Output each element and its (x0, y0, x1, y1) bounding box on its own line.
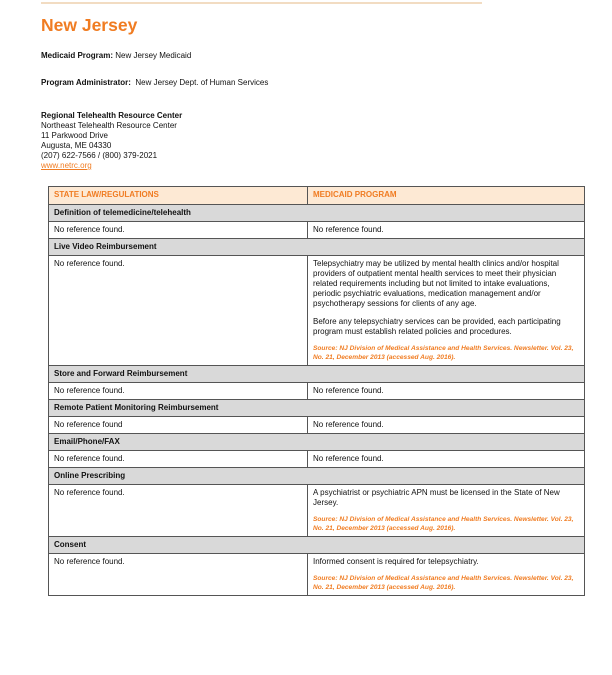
source-citation: Source: NJ Division of Medical Assistance and Health Services. Newsletter. Vol. 23, No. 21, December 2013 (accessed Aug. 2016). (313, 516, 574, 532)
medicaid-paragraph: Before any telepsychiatry services can be provided, each participating program must establish related policies and procedures. (313, 317, 561, 336)
category-row (49, 366, 585, 383)
category-row (49, 537, 585, 554)
program-administrator-line (41, 78, 268, 88)
medicaid-paragraph: Telepsychiatry may be utilized by mental health clinics and/or hospital providers of outpatient mental health services to meet their physician related requirements including but not limited to intake evaluations, periodic psychiatric evaluations, medication management and/or psychotherapy sessions for clients of any age. (313, 259, 559, 308)
program-administrator-label: Program Administrator: (41, 78, 131, 87)
medicaid-cell (308, 451, 585, 468)
page-title: New Jersey (41, 15, 138, 35)
category-heading: Store and Forward Reimbursement (49, 366, 585, 383)
category-row (49, 205, 585, 222)
table-row (49, 383, 585, 400)
regional-center-phone: (207) 622-7566 / (800) 379-2021 (41, 151, 158, 160)
source-citation: Source: NJ Division of Medical Assistance and Health Services. Newsletter. Vol. 23, No. 21, December 2013 (accessed Aug. 2016). (313, 345, 574, 361)
table-row (49, 417, 585, 434)
medicaid-program-value: New Jersey Medicaid (115, 51, 192, 60)
medicaid-cell (308, 256, 585, 366)
program-administrator-value: New Jersey Dept. of Human Services (135, 78, 269, 87)
category-row (49, 468, 585, 485)
state-law-cell: No reference found. (49, 451, 308, 468)
regional-center-address-1: 11 Parkwood Drive (41, 131, 108, 140)
category-heading: Live Video Reimbursement (49, 239, 585, 256)
medicaid-cell (308, 554, 585, 596)
medicaid-paragraph: No reference found. (313, 420, 384, 429)
regional-center-heading: Regional Telehealth Resource Center (41, 111, 183, 120)
medicaid-paragraph: Informed consent is required for telepsychiatry. (313, 557, 479, 566)
table-row (49, 485, 585, 537)
state-law-cell: No reference found. (49, 485, 308, 537)
table-header-row (49, 187, 585, 205)
table-row (49, 222, 585, 239)
medicaid-program-label: Medicaid Program: (41, 51, 114, 60)
state-law-cell: No reference found. (49, 222, 308, 239)
policy-table (48, 186, 585, 596)
medicaid-cell (308, 417, 585, 434)
category-heading: Remote Patient Monitoring Reimbursement (49, 400, 585, 417)
category-heading: Email/Phone/FAX (49, 434, 585, 451)
source-citation: Source: NJ Division of Medical Assistance and Health Services. Newsletter. Vol. 23, No. 21, December 2013 (accessed Aug. 2016). (313, 575, 574, 591)
medicaid-paragraph: No reference found. (313, 386, 384, 395)
state-law-cell: No reference found. (49, 256, 308, 366)
category-heading: Online Prescribing (49, 468, 585, 485)
category-row (49, 400, 585, 417)
medicaid-paragraph: No reference found. (313, 225, 384, 234)
category-heading: Consent (49, 537, 585, 554)
table-body (49, 205, 585, 596)
category-heading: Definition of telemedicine/telehealth (49, 205, 585, 222)
table-row (49, 256, 585, 366)
table-row (49, 554, 585, 596)
state-law-cell: No reference found. (49, 383, 308, 400)
category-row (49, 434, 585, 451)
regional-center-block (41, 111, 182, 171)
state-law-cell: No reference found (49, 417, 308, 434)
medicaid-paragraph: A psychiatrist or psychiatric APN must be licensed in the State of New Jersey. (313, 488, 560, 507)
medicaid-cell (308, 383, 585, 400)
regional-center-website-link[interactable]: www.netrc.org (41, 161, 92, 170)
regional-center-name: Northeast Telehealth Resource Center (41, 121, 177, 130)
category-row (49, 239, 585, 256)
header-state-law: STATE LAW/REGULATIONS (49, 187, 308, 205)
medicaid-paragraph: No reference found. (313, 454, 384, 463)
header-medicaid-program: MEDICAID PROGRAM (308, 187, 585, 205)
medicaid-cell (308, 222, 585, 239)
top-divider (41, 2, 482, 4)
table-row (49, 451, 585, 468)
medicaid-program-line (41, 51, 191, 61)
state-law-cell: No reference found. (49, 554, 308, 596)
medicaid-cell (308, 485, 585, 537)
regional-center-address-2: Augusta, ME 04330 (41, 141, 112, 150)
